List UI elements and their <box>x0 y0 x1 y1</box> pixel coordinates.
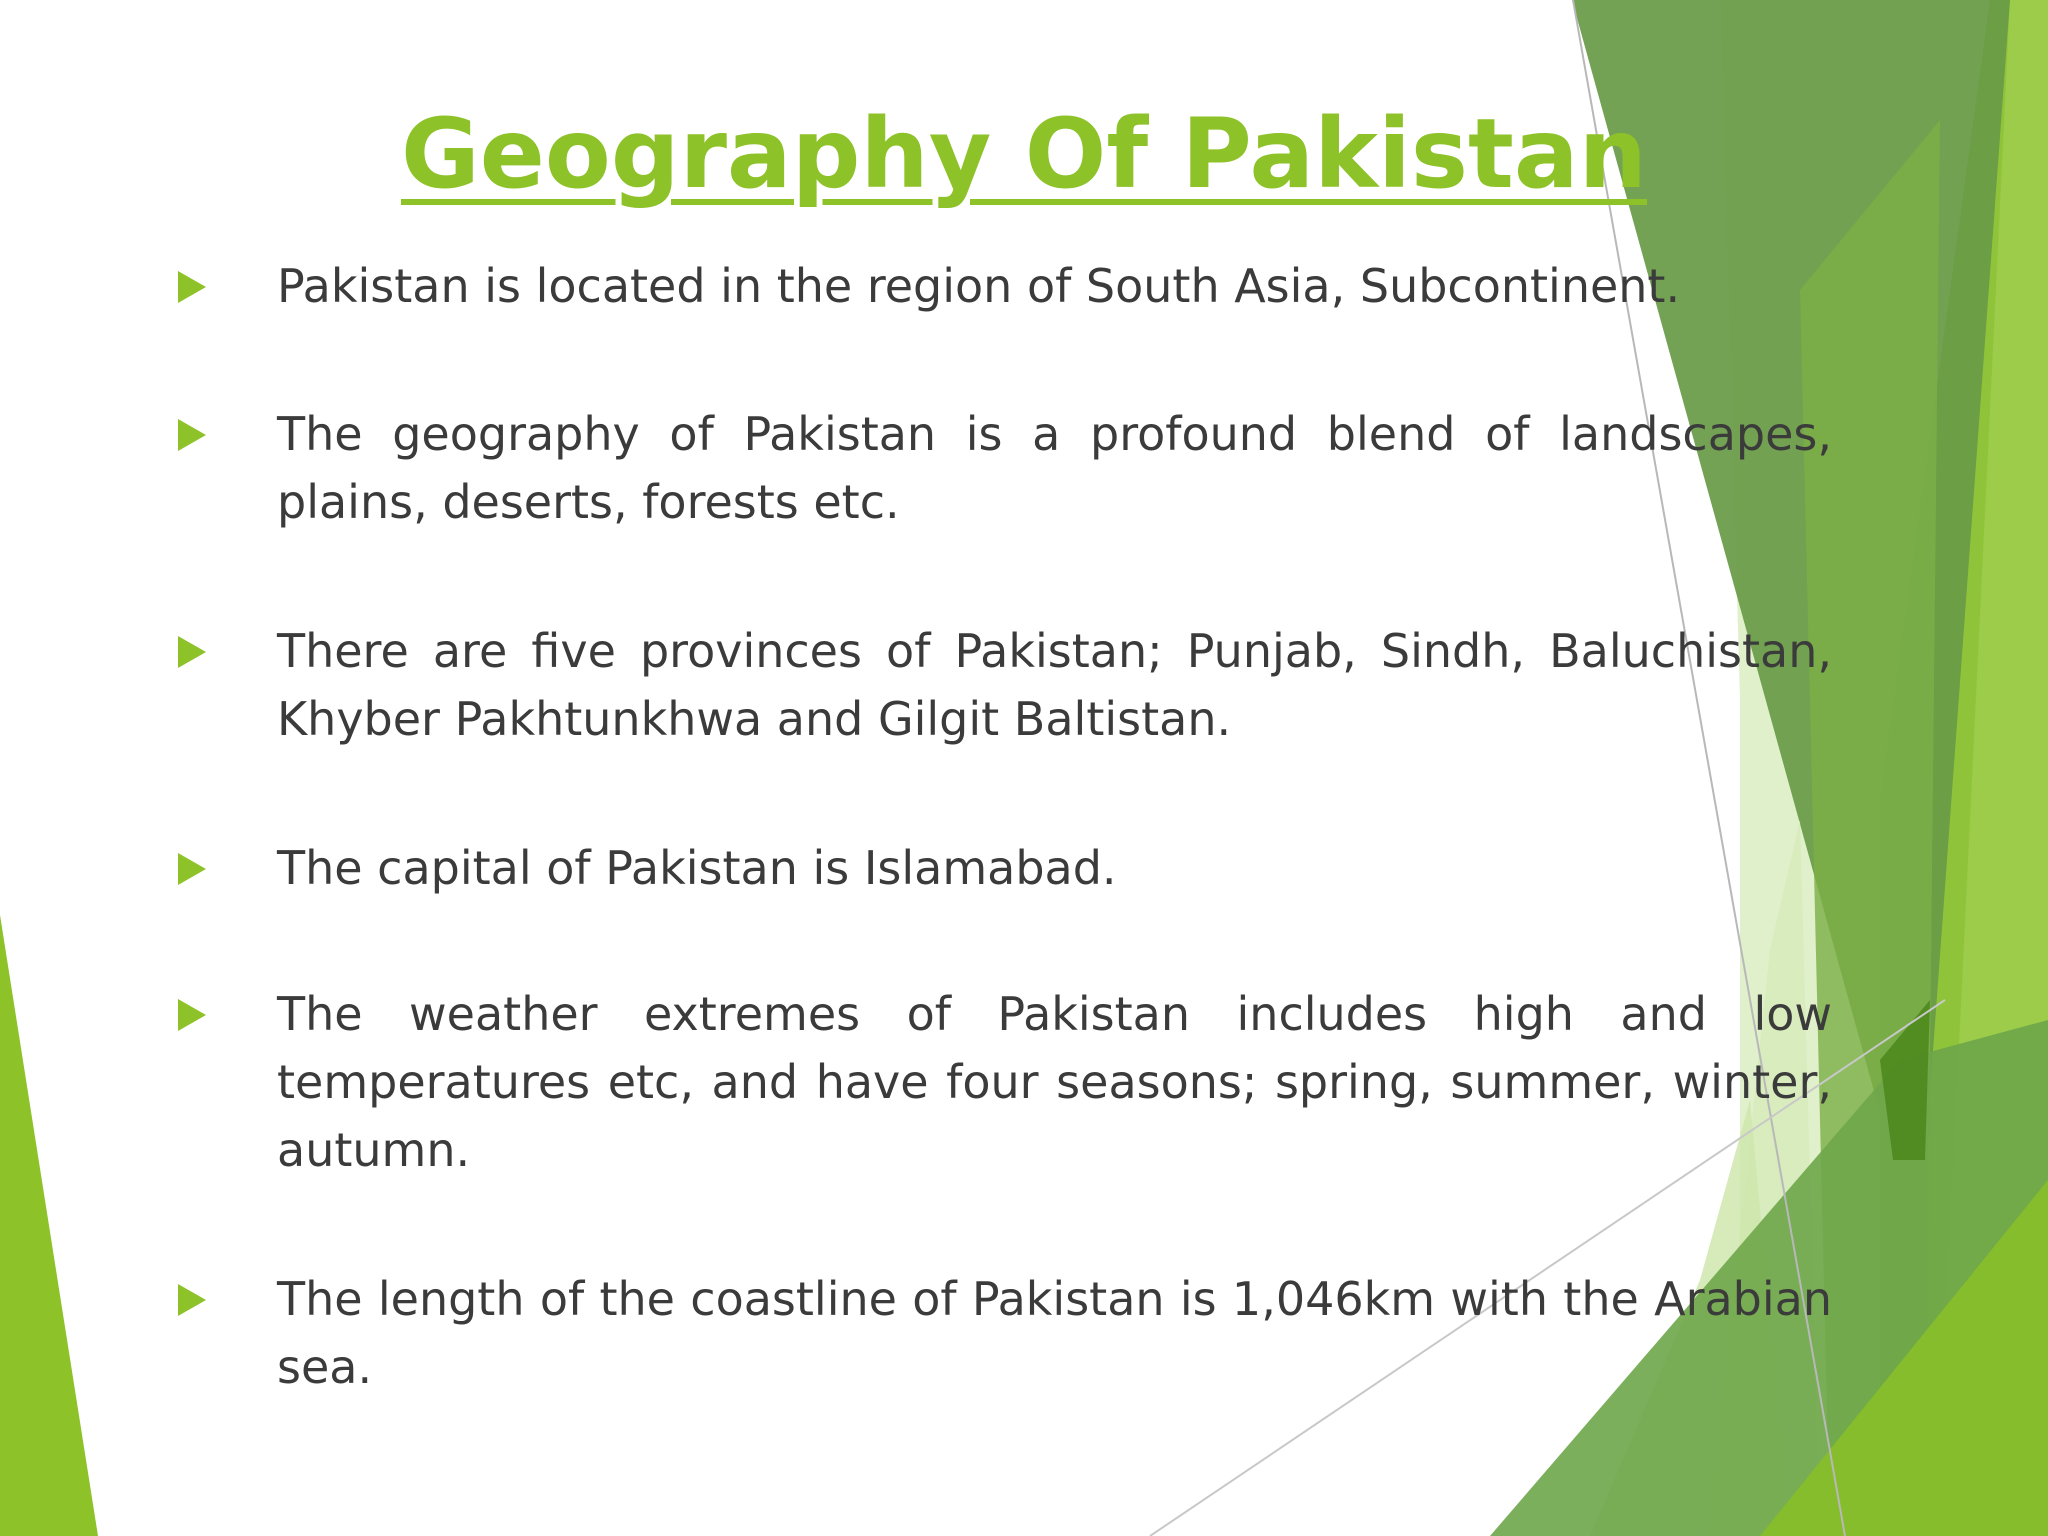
triangle-right-icon <box>178 853 206 885</box>
triangle-right-icon <box>178 636 206 668</box>
bullet-text: The capital of Pakistan is Islamabad. <box>277 841 1117 895</box>
bullet-text: Pakistan is located in the region of South Asia, Subcontinent. <box>277 259 1681 313</box>
bullet-text: The length of the coastline of Pakistan is 1,046km with the Arabian sea. <box>277 1272 1832 1394</box>
triangle-right-icon <box>178 419 206 451</box>
slide-title: Geography Of Pakistan <box>400 98 1648 210</box>
triangle-right-icon <box>178 999 206 1031</box>
triangle-right-icon <box>178 271 206 303</box>
bullet-text: There are five provinces of Pakistan; Punjab, Sindh, Baluchistan, Khyber Pakhtunkhwa and Gilgit Baltistan. <box>277 624 1832 746</box>
bullet-text: The geography of Pakistan is a profound blend of landscapes, plains, deserts, forests etc. <box>277 407 1832 529</box>
bullet-text: The weather extremes of Pakistan includes high and low temperatures etc, and have four seasons; spring, summer, winter, autumn. <box>277 987 1832 1177</box>
triangle-right-icon <box>178 1284 206 1316</box>
